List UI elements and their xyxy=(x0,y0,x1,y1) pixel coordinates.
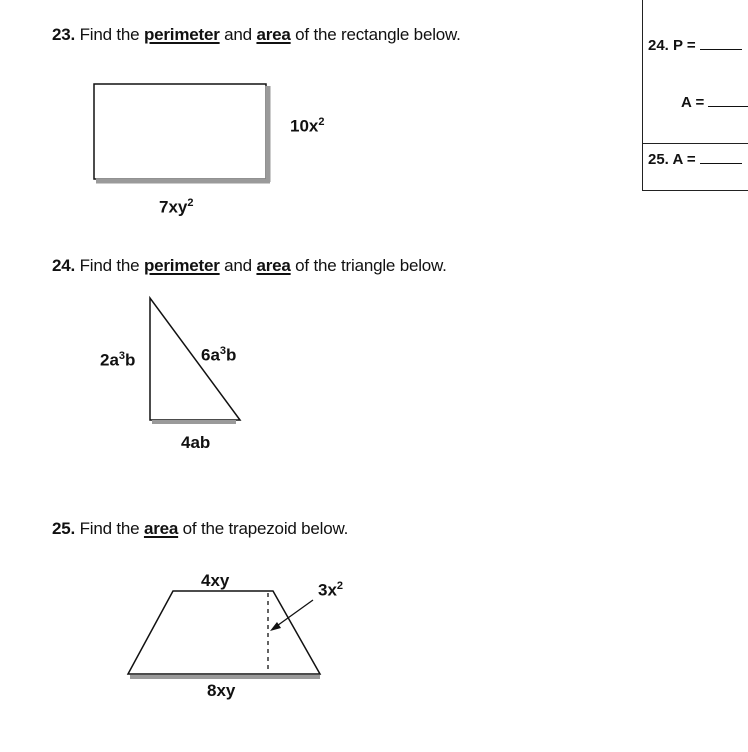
q25-text-post: of the trapezoid below. xyxy=(182,519,349,538)
rectangle-height-label xyxy=(290,116,325,137)
triangle-leg-tail: b xyxy=(125,350,136,370)
answer-24-area-label: A = xyxy=(681,94,705,111)
rectangle-width-base: 7xy xyxy=(159,197,188,217)
q25-keyword-area: area xyxy=(143,519,179,538)
triangle-hypotenuse-exponent: 3 xyxy=(219,345,227,357)
triangle-leg-exponent: 3 xyxy=(118,350,126,362)
q23-number: 23. xyxy=(52,25,76,44)
answer-box-divider xyxy=(642,143,748,144)
answer-24-perimeter-label: 24. P = xyxy=(648,37,696,54)
trapezoid-height-base: 3x xyxy=(318,580,337,600)
answer-25-area xyxy=(648,151,742,168)
q24-keyword-area: area xyxy=(256,256,291,275)
q23-text-mid: and xyxy=(224,25,252,44)
q24-text-pre: Find the xyxy=(79,256,140,275)
trapezoid-top-label: 4xy xyxy=(201,571,230,590)
answer-24-perimeter-blank[interactable] xyxy=(700,39,742,50)
trapezoid-shape xyxy=(128,591,320,674)
q23-keyword-perimeter: perimeter xyxy=(143,25,220,44)
q25-text-pre: Find the xyxy=(79,519,140,538)
triangle-hypotenuse-label xyxy=(201,345,236,366)
triangle-leg-label xyxy=(100,350,135,371)
q24-keyword-perimeter: perimeter xyxy=(143,256,220,275)
q23-keyword-area: area xyxy=(256,25,291,44)
q24-text-post: of the triangle below. xyxy=(295,256,447,275)
q24-number: 24. xyxy=(52,256,76,275)
q23-text-post: of the rectangle below. xyxy=(295,25,461,44)
triangle-hypotenuse-base: 6a xyxy=(201,345,220,365)
rectangle-height-base: 10x xyxy=(290,116,319,136)
rectangle-width-label xyxy=(159,197,194,218)
trapezoid-bottom-label: 8xy xyxy=(207,681,236,700)
answer-25-area-blank[interactable] xyxy=(700,153,742,164)
answer-24-perimeter xyxy=(648,37,742,54)
triangle-base-label: 4ab xyxy=(181,433,211,452)
triangle-hypotenuse-tail: b xyxy=(226,345,237,365)
rectangle-shape xyxy=(94,84,266,179)
answer-24-area xyxy=(681,94,748,111)
answer-25-area-label: 25. A = xyxy=(648,151,696,168)
triangle-leg-base: 2a xyxy=(100,350,119,370)
q24-text-mid: and xyxy=(224,256,252,275)
answer-24-area-blank[interactable] xyxy=(708,96,748,107)
rectangle-height-exponent: 2 xyxy=(318,116,325,128)
q23-text-pre: Find the xyxy=(79,25,140,44)
trapezoid-height-exponent: 2 xyxy=(336,580,344,592)
trapezoid-height-label xyxy=(318,580,343,601)
rectangle-width-exponent: 2 xyxy=(187,197,194,209)
trapezoid-pointer-arrowhead xyxy=(270,622,281,631)
q25-number: 25. xyxy=(52,519,76,538)
